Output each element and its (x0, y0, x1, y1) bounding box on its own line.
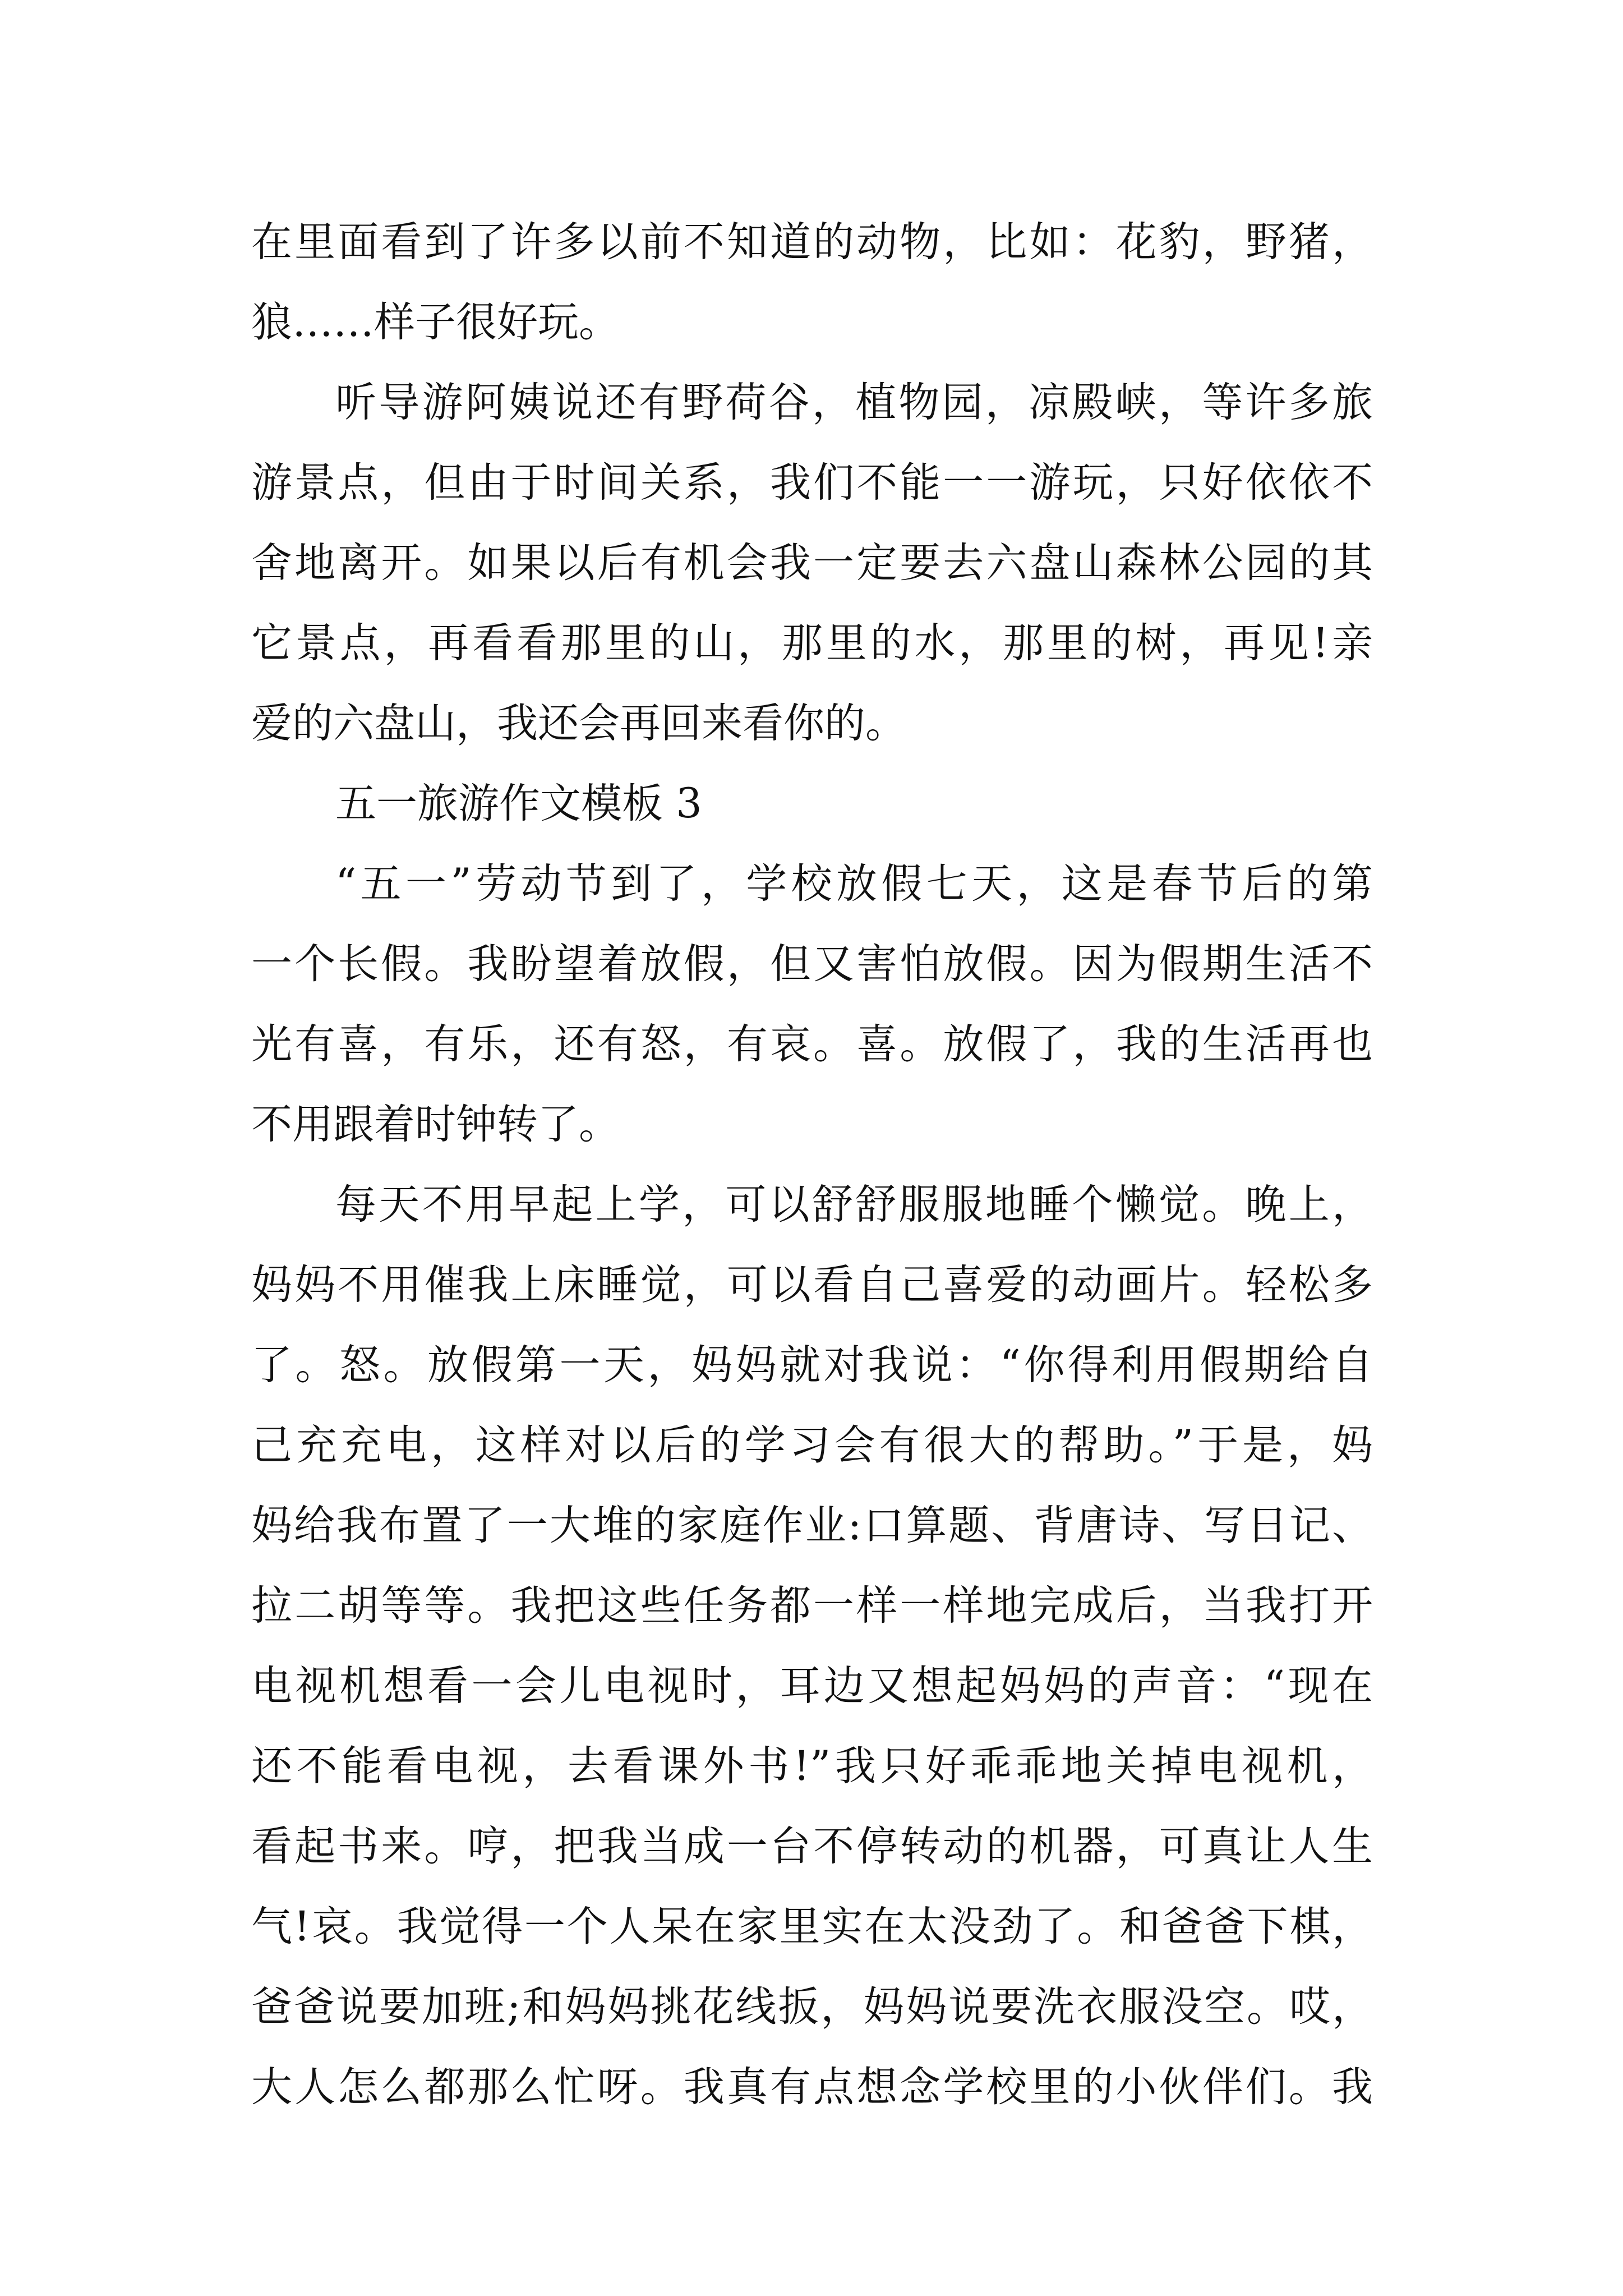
text-line: 拉二胡等等。我把这些任务都一样一样地完成后，当我打开 (251, 1582, 1373, 1630)
text-line: 妈给我布置了一大堆的家庭作业:口算题、背唐诗、写日记、 (251, 1502, 1373, 1549)
text-line: 大人怎么都那么忙呀。我真有点想念学校里的小伙伴们。我 (251, 2063, 1373, 2111)
text-line: 看起书来。哼，把我当成一台不停转动的机器，可真让人生 (251, 1823, 1373, 1870)
text-line: 光有喜，有乐，还有怒，有哀。喜。放假了，我的生活再也 (251, 1020, 1373, 1068)
body-text (251, 202, 1373, 2127)
text-line: 一个长假。我盼望着放假，但又害怕放假。因为假期生活不 (251, 940, 1373, 988)
text-line: 爱的六盘山，我还会再回来看你的。 (251, 700, 906, 747)
text-line: 爸爸说要加班;和妈妈挑花线扳，妈妈说要洗衣服没空。哎， (251, 1983, 1373, 2031)
text-line: 舍地离开。如果以后有机会我一定要去六盘山森林公园的其 (251, 539, 1373, 587)
text-line: 它景点，再看看那里的山，那里的水，那里的树，再见!亲 (251, 619, 1373, 667)
text-line: 游景点，但由于时间关系，我们不能一一游玩，只好依依不 (251, 459, 1373, 507)
text-line: 电视机想看一会儿电视时，耳边又想起妈妈的声音：“现在 (251, 1662, 1373, 1710)
section-heading: 五一旅游作文模板 3 (335, 780, 702, 827)
text-line: 气!哀。我觉得一个人呆在家里实在太没劲了。和爸爸下棋， (251, 1903, 1373, 1950)
paragraph-start-line: “五一”劳动节到了，学校放假七天，这是春节后的第 (335, 860, 1373, 908)
text-line: 妈妈不用催我上床睡觉，可以看自己喜爱的动画片。轻松多 (251, 1261, 1373, 1309)
text-line: 在里面看到了许多以前不知道的动物，比如：花豹，野猪， (251, 218, 1373, 266)
text-line: 不用跟着时钟转了。 (251, 1101, 620, 1148)
text-line: 狼……样子很好玩。 (251, 298, 620, 346)
text-line: 己充充电，这样对以后的学习会有很大的帮助。”于是，妈 (251, 1421, 1373, 1469)
text-line: 了。怒。放假第一天，妈妈就对我说：“你得利用假期给自 (251, 1341, 1373, 1389)
text-line: 还不能看电视，去看课外书!”我只好乖乖地关掉电视机， (251, 1742, 1373, 1790)
paragraph-start-line: 听导游阿姨说还有野荷谷，植物园，凉殿峡，等许多旅 (335, 379, 1373, 426)
paragraph-start-line: 每天不用早起上学，可以舒舒服服地睡个懒觉。晚上， (335, 1181, 1373, 1228)
